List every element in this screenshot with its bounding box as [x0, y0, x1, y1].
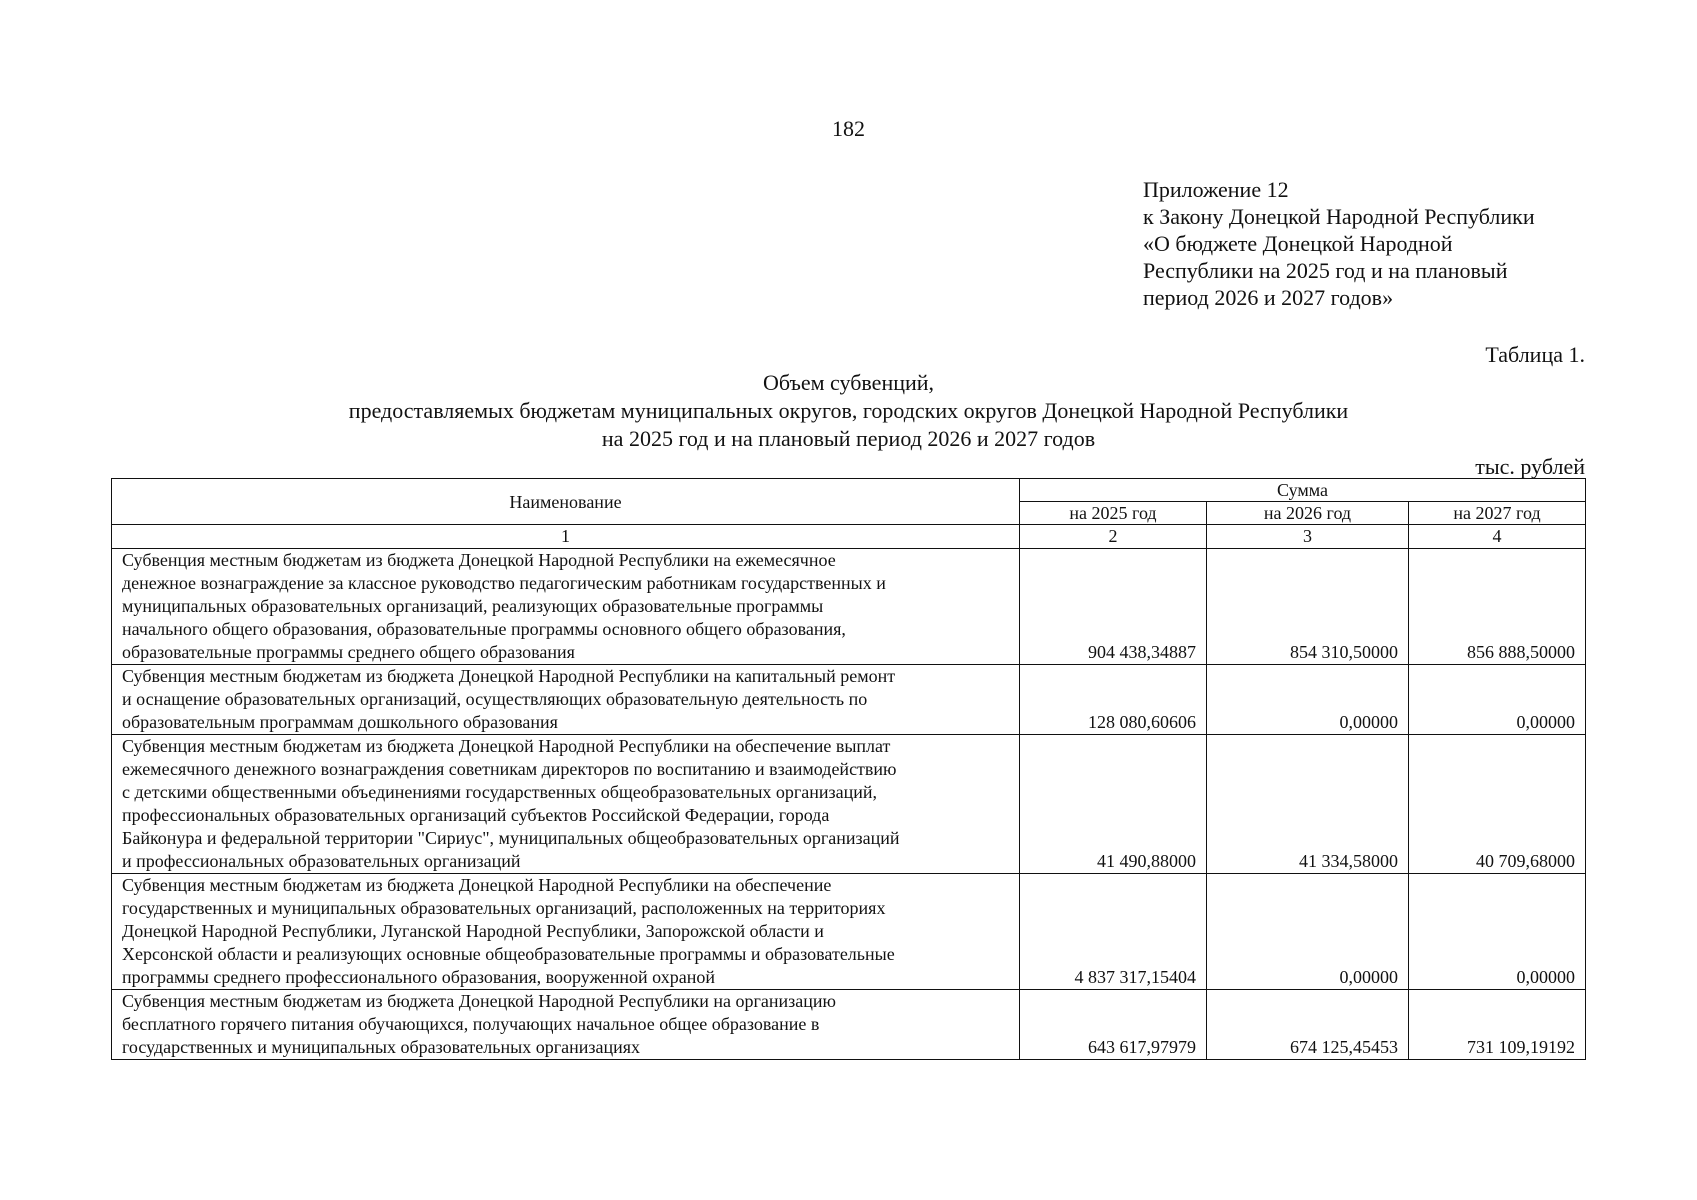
amount-2027: 40 709,68000 — [1409, 735, 1586, 874]
row-name-line: профессиональных образовательных организаций субъектов Российской Федерации, города — [122, 805, 830, 825]
row-name — [112, 990, 1020, 1060]
appendix-line: Республики на 2025 год и на плановый — [1143, 258, 1508, 283]
appendix-line: период 2026 и 2027 годов» — [1143, 285, 1394, 310]
row-name-line: Херсонской области и реализующих основные общеобразовательные программы и образовательные — [122, 944, 895, 964]
amount-2025: 904 438,34887 — [1020, 549, 1207, 665]
table-row — [112, 665, 1586, 735]
table-row — [112, 874, 1586, 990]
amount-2026: 0,00000 — [1207, 874, 1409, 990]
amount-2025: 41 490,88000 — [1020, 735, 1207, 874]
row-name-line: Байконура и федеральной территории "Сириус", муниципальных общеобразовательных организаций — [122, 828, 900, 848]
row-name — [112, 549, 1020, 665]
row-name-line: программы среднего профессионального образования, вооруженной охраной — [122, 967, 715, 987]
title-line: предоставляемых бюджетам муниципальных округов, городских округов Донецкой Народной Республики — [348, 398, 1349, 423]
amount-2027: 731 109,19192 — [1409, 990, 1586, 1060]
row-name-line: муниципальных образовательных организаций, реализующих образовательные программы — [122, 596, 824, 616]
row-name-line: начального общего образования, образовательные программы основного общего образования, — [122, 619, 846, 639]
table-row — [112, 735, 1586, 874]
row-name-line: и профессиональных образовательных организаций — [122, 851, 521, 871]
row-name-line: Субвенция местным бюджетам из бюджета Донецкой Народной Республики на капитальный ремонт — [122, 666, 896, 686]
header-year-2025: на 2025 год — [1020, 502, 1207, 525]
amount-2025: 643 617,97979 — [1020, 990, 1207, 1060]
amount-2025: 4 837 317,15404 — [1020, 874, 1207, 990]
row-name-line: бесплатного горячего питания обучающихся, получающих начальное общее образование в — [122, 1014, 820, 1034]
row-name-line: ежемесячного денежного вознаграждения советникам директоров по воспитанию и взаимодействию — [122, 759, 897, 779]
row-name-line: образовательным программам дошкольного образования — [122, 712, 558, 732]
appendix-line: к Закону Донецкой Народной Республики — [1143, 204, 1535, 229]
amount-2025: 128 080,60606 — [1020, 665, 1207, 735]
row-name — [112, 735, 1020, 874]
amount-2027: 856 888,50000 — [1409, 549, 1586, 665]
row-name — [112, 665, 1020, 735]
units-label: тыс. рублей — [1475, 454, 1585, 479]
header-year-2027: на 2027 год — [1409, 502, 1586, 525]
row-name-line: государственных и муниципальных образовательных организаций, расположенных на территориях — [122, 898, 886, 918]
header-year-2026: на 2026 год — [1207, 502, 1409, 525]
amount-2026: 854 310,50000 — [1207, 549, 1409, 665]
column-number: 1 — [112, 525, 1020, 549]
appendix-line: «О бюджете Донецкой Народной — [1143, 231, 1453, 256]
amount-2026: 41 334,58000 — [1207, 735, 1409, 874]
amount-2027: 0,00000 — [1409, 874, 1586, 990]
amount-2026: 0,00000 — [1207, 665, 1409, 735]
header-sum: Сумма — [1020, 479, 1586, 502]
document-title — [0, 369, 1697, 453]
row-name-line: Субвенция местным бюджетам из бюджета Донецкой Народной Республики на ежемесячное — [122, 550, 836, 570]
title-line: на 2025 год и на плановый период 2026 и 2027 годов — [601, 426, 1096, 451]
appendix-line: Приложение 12 — [1143, 177, 1289, 202]
row-name-line: денежное вознаграждение за классное руководство педагогическим работникам государственных и — [122, 573, 886, 593]
appendix-reference — [1143, 176, 1683, 311]
row-name-line: с детскими общественными объединениями государственных общеобразовательных организаций, — [122, 782, 878, 802]
column-number: 4 — [1409, 525, 1586, 549]
amount-2026: 674 125,45453 — [1207, 990, 1409, 1060]
subventions-table — [111, 478, 1586, 1060]
row-name-line: образовательные программы среднего общего образования — [122, 642, 575, 662]
row-name-line: Субвенция местным бюджетам из бюджета Донецкой Народной Республики на обеспечение — [122, 875, 832, 895]
header-name: Наименование — [112, 479, 1020, 525]
amount-2027: 0,00000 — [1409, 665, 1586, 735]
table-row — [112, 549, 1586, 665]
row-name-line: государственных и муниципальных образовательных организациях — [122, 1037, 640, 1057]
table-row — [112, 990, 1586, 1060]
row-name-line: Субвенция местным бюджетам из бюджета Донецкой Народной Республики на организацию — [122, 991, 836, 1011]
column-numbers-row — [112, 525, 1586, 549]
row-name-line: Донецкой Народной Республики, Луганской Народной Республики, Запорожской области и — [122, 921, 824, 941]
row-name-line: Субвенция местным бюджетам из бюджета Донецкой Народной Республики на обеспечение выплат — [122, 736, 891, 756]
column-number: 2 — [1020, 525, 1207, 549]
table-label: Таблица 1. — [1485, 342, 1585, 367]
column-number: 3 — [1207, 525, 1409, 549]
row-name-line: и оснащение образовательных организаций, осуществляющих образовательную деятельность по — [122, 689, 868, 709]
header-row — [112, 479, 1586, 502]
title-line: Объем субвенций, — [762, 370, 935, 395]
page-number: 182 — [832, 116, 865, 141]
row-name — [112, 874, 1020, 990]
